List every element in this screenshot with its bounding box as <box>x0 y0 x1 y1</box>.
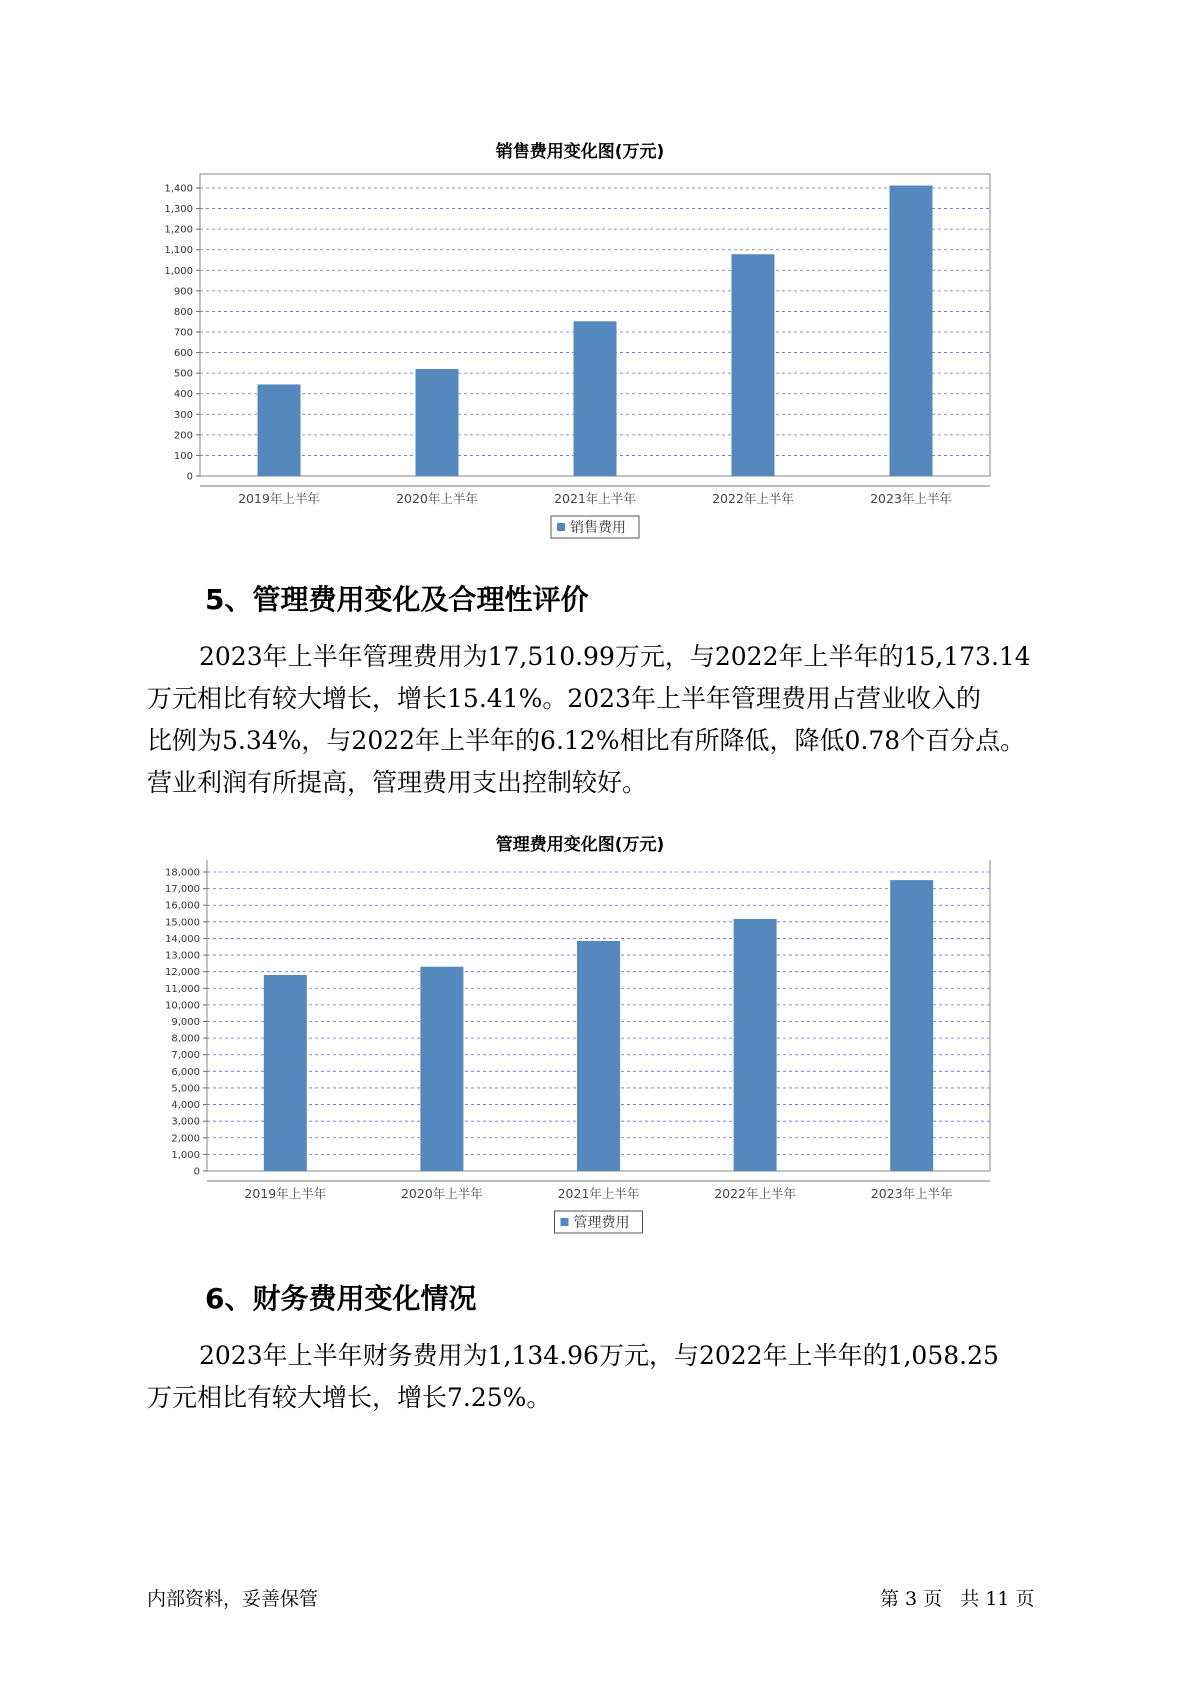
y-tick-label: 7,000 <box>171 1050 200 1062</box>
y-tick-label: 15,000 <box>165 917 200 929</box>
x-tick-label: 2021年上半年 <box>557 1186 640 1201</box>
bar <box>890 880 933 1171</box>
y-tick-label: 0 <box>186 471 193 483</box>
y-tick-label: 100 <box>173 450 193 462</box>
y-tick-label: 11,000 <box>165 983 200 995</box>
y-tick-label: 3,000 <box>171 1116 200 1128</box>
bar <box>416 369 459 476</box>
y-tick-label: 500 <box>173 368 193 380</box>
y-tick-label: 1,000 <box>164 265 193 277</box>
y-tick-label: 16,000 <box>165 900 200 912</box>
section-heading: 6、财务费用变化情况 <box>205 1282 477 1315</box>
admin-expense-chart <box>150 830 1010 1250</box>
y-tick-label: 1,000 <box>171 1149 200 1161</box>
y-tick-label: 200 <box>173 430 193 442</box>
legend-swatch <box>557 523 565 531</box>
x-tick-label: 2019年上半年 <box>238 491 320 506</box>
y-tick-label: 1,200 <box>164 224 193 236</box>
paragraph-line: 2023年上半年财务费用为1,134.96万元，与2022年上半年的1,058.25 <box>199 1341 999 1370</box>
x-tick-label: 2023年上半年 <box>870 491 952 506</box>
sales-expense-chart <box>150 137 1010 557</box>
section5-paragraph <box>147 636 1067 804</box>
y-tick-label: 900 <box>173 286 193 298</box>
y-tick-label: 300 <box>173 409 193 421</box>
section6-paragraph <box>147 1335 1067 1419</box>
x-tick-label: 2022年上半年 <box>714 1186 797 1201</box>
legend-label: 管理费用 <box>573 1215 630 1231</box>
y-tick-label: 5,000 <box>171 1083 200 1095</box>
y-tick-label: 6,000 <box>171 1066 200 1078</box>
footer-note: 内部资料，妥善保管 <box>147 1588 319 1610</box>
x-tick-label: 2023年上半年 <box>870 1186 953 1201</box>
page-number: 第 3 页 共 11 页 <box>880 1588 1035 1610</box>
section-heading: 5、管理费用变化及合理性评价 <box>205 583 589 616</box>
paragraph-line: 万元相比有较大增长，增长15.41%。2023年上半年管理费用占营业收入的 <box>147 684 981 713</box>
y-tick-label: 1,300 <box>164 204 193 216</box>
paragraph-line: 2023年上半年管理费用为17,510.99万元，与2022年上半年的15,173.14 <box>199 642 1031 671</box>
y-tick-label: 8,000 <box>171 1033 200 1045</box>
paragraph-line: 比例为5.34%，与2022年上半年的6.12%相比有所降低，降低0.78个百分点。 <box>147 726 1026 755</box>
x-tick-label: 2021年上半年 <box>554 491 636 506</box>
bar <box>574 321 617 476</box>
bar <box>264 975 307 1171</box>
y-tick-label: 600 <box>173 348 193 360</box>
y-tick-label: 1,400 <box>164 183 193 195</box>
y-tick-label: 13,000 <box>165 950 200 962</box>
legend-label: 销售费用 <box>570 520 626 536</box>
y-tick-label: 0 <box>193 1166 200 1178</box>
y-tick-label: 10,000 <box>165 1000 200 1012</box>
y-tick-label: 14,000 <box>165 933 200 945</box>
y-tick-label: 4,000 <box>171 1100 200 1112</box>
x-tick-label: 2020年上半年 <box>400 1186 483 1201</box>
y-tick-label: 700 <box>173 327 193 339</box>
bar <box>258 384 301 476</box>
y-tick-label: 18,000 <box>165 867 200 879</box>
bar <box>734 919 777 1171</box>
chart-title: 销售费用变化图(万元) <box>495 142 665 162</box>
legend-swatch <box>561 1218 569 1226</box>
paragraph-line: 万元相比有较大增长，增长7.25%。 <box>147 1383 552 1412</box>
y-tick-label: 1,100 <box>164 245 193 257</box>
bar <box>890 186 933 476</box>
chart-title: 管理费用变化图(万元) <box>495 835 665 855</box>
x-tick-label: 2020年上半年 <box>396 491 478 506</box>
y-tick-label: 400 <box>173 389 193 401</box>
y-tick-label: 9,000 <box>171 1017 200 1028</box>
bar <box>732 254 775 476</box>
chart-plot <box>150 860 1010 1260</box>
x-tick-label: 2019年上半年 <box>244 1186 327 1201</box>
y-tick-label: 17,000 <box>165 884 200 896</box>
bar <box>420 967 463 1171</box>
bar <box>577 941 620 1171</box>
y-tick-label: 2,000 <box>171 1133 200 1145</box>
paragraph-line: 营业利润有所提高，管理费用支出控制较好。 <box>147 768 648 797</box>
y-tick-label: 800 <box>173 306 193 318</box>
y-tick-label: 12,000 <box>165 967 200 979</box>
chart-plot <box>150 167 1010 567</box>
x-tick-label: 2022年上半年 <box>712 491 794 506</box>
